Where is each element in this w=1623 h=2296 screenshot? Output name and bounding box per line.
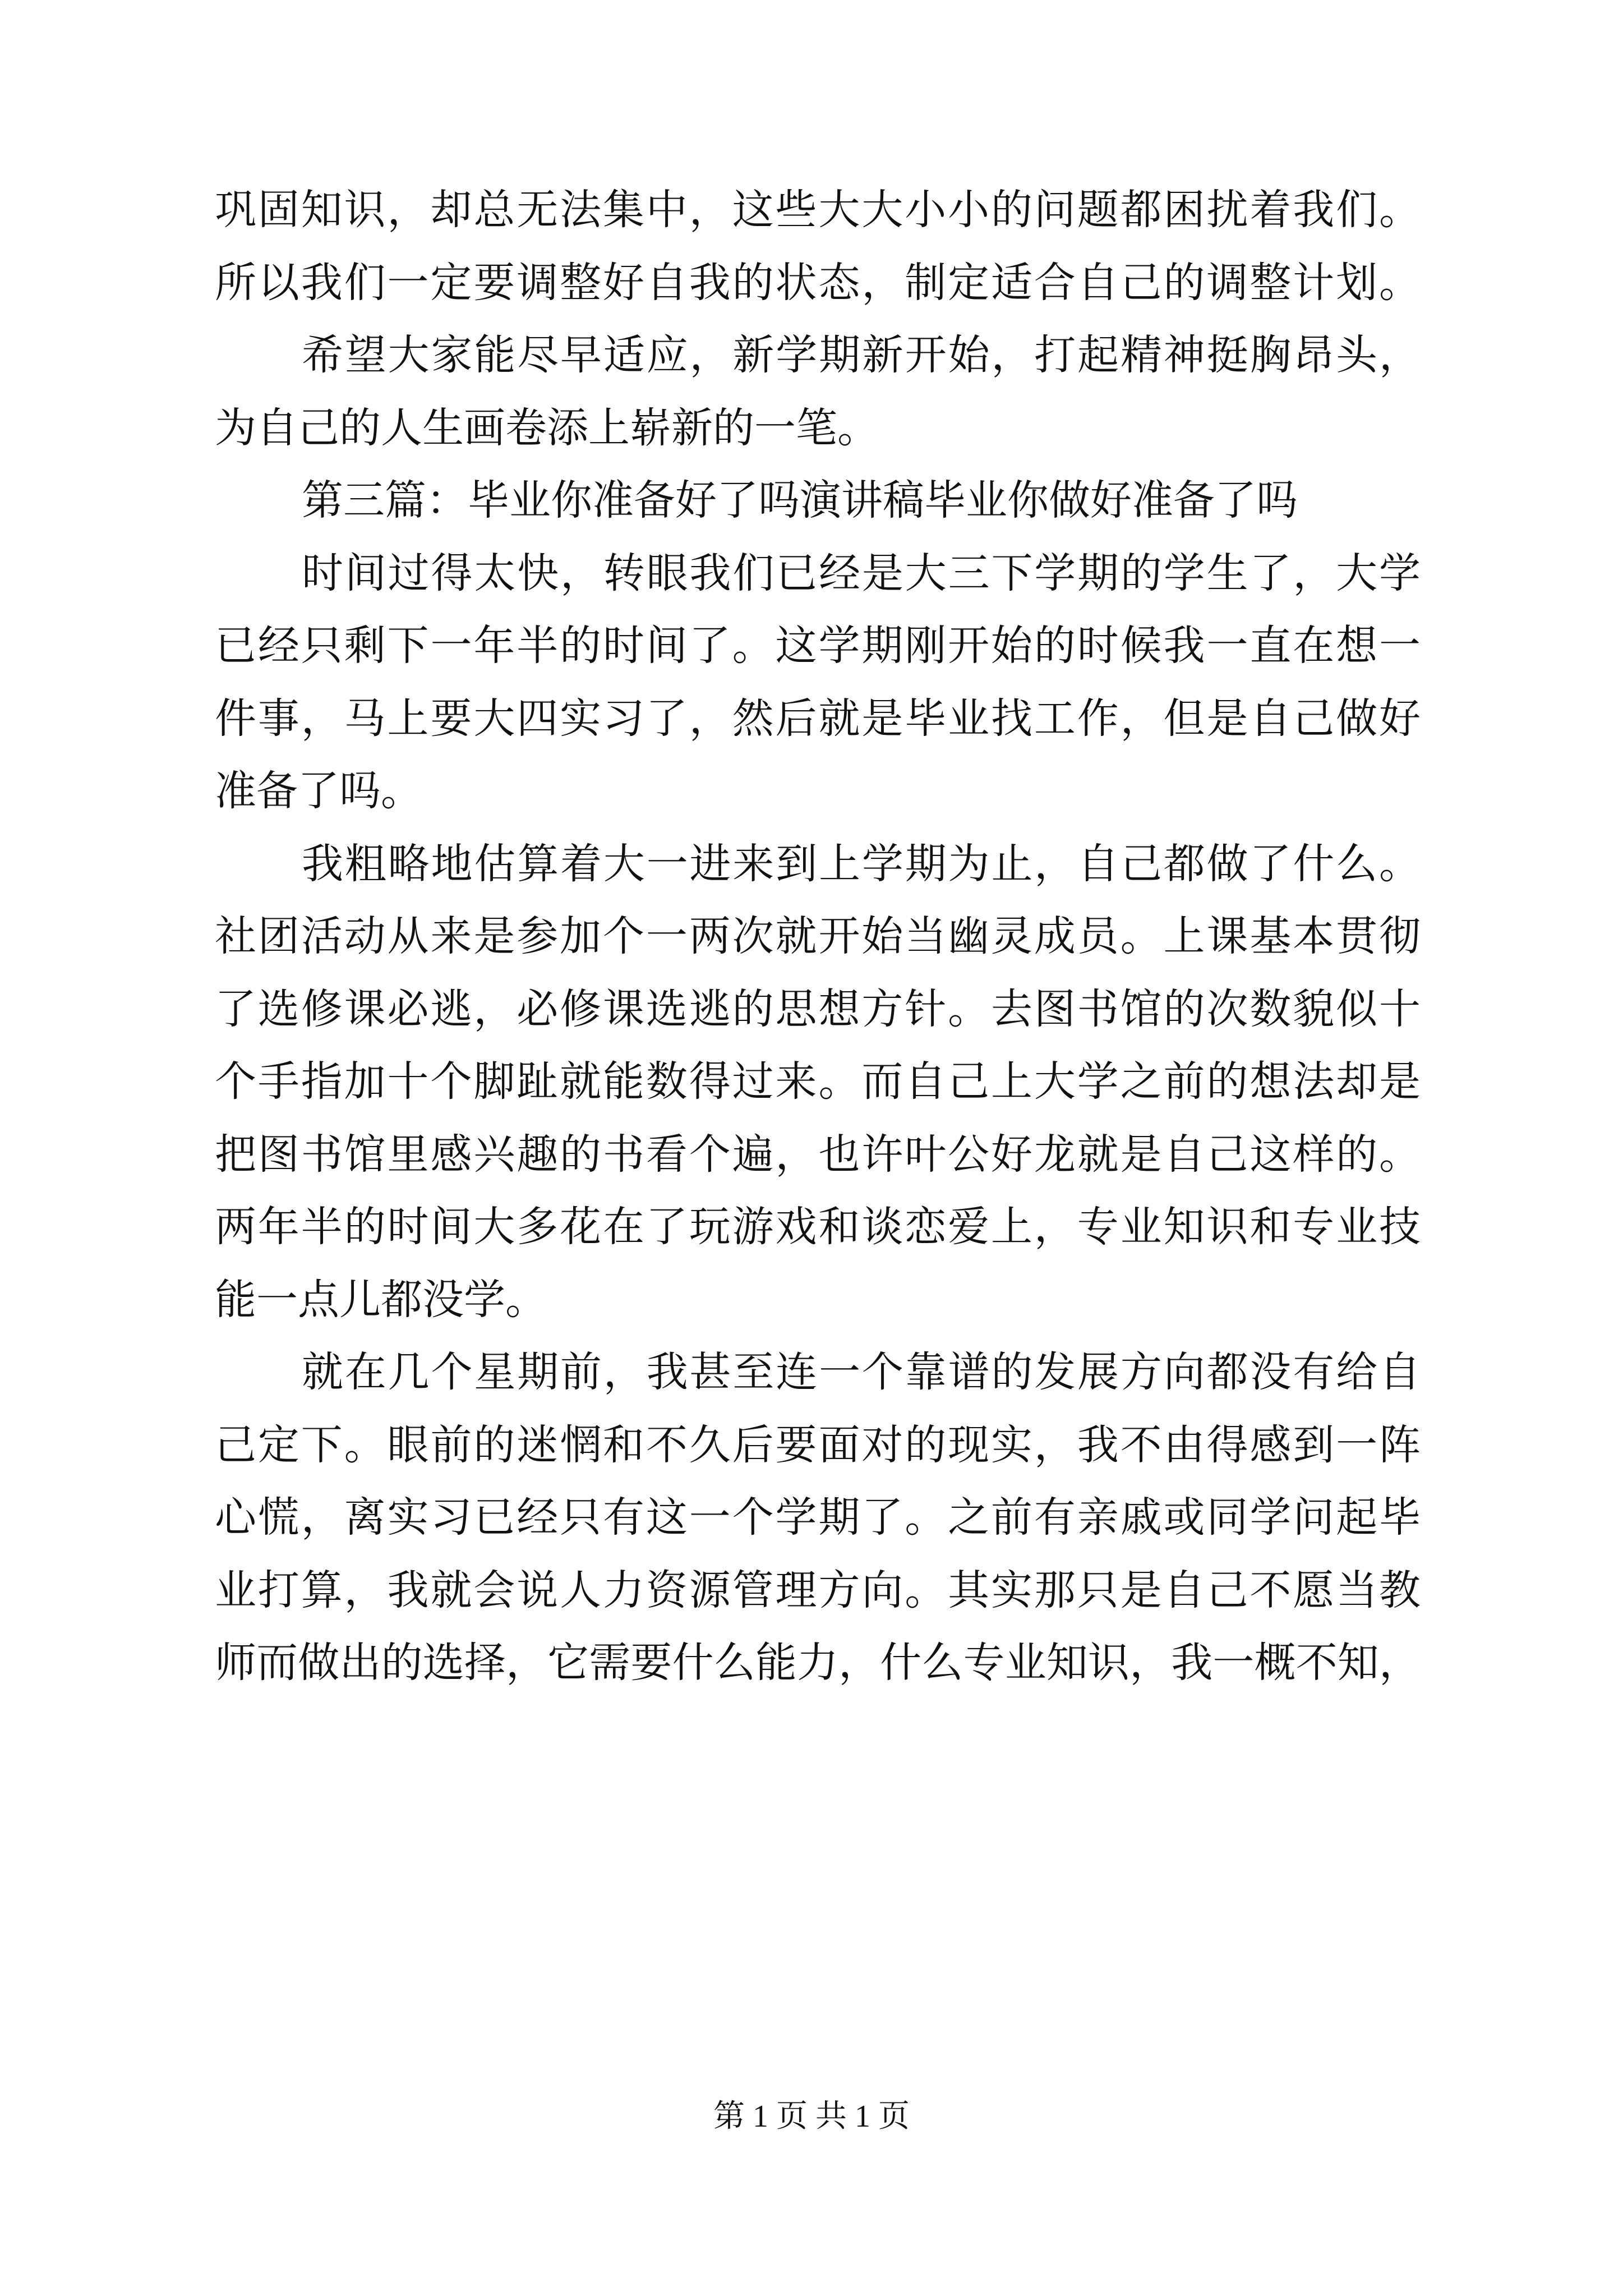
text-line: 准备了吗。 (215, 767, 422, 815)
text-line: 把图书馆里感兴趣的书看个遍，也许叶公好龙就是自己这样的。 (215, 1130, 1421, 1179)
paragraph-first-line: 我粗略地估算着大一进来到上学期为止，自己都做了什么。 (302, 839, 1421, 888)
text-line: 能一点儿都没学。 (215, 1275, 547, 1324)
text-line: 心慌，离实习已经只有这一个学期了。之前有亲戚或同学问起毕 (215, 1493, 1421, 1542)
text-line: 件事，马上要大四实习了，然后就是毕业找工作，但是自己做好 (215, 694, 1421, 743)
document-body (215, 174, 1421, 1700)
text-line: 社团活动从来是参加个一两次就开始当幽灵成员。上课基本贯彻 (215, 912, 1421, 960)
text-line: 了选修课必逃，必修课选逃的思想方针。去图书馆的次数貌似十 (215, 984, 1421, 1033)
text-line: 业打算，我就会说人力资源管理方向。其实那只是自己不愿当教 (215, 1566, 1421, 1614)
paragraph-first-line: 时间过得太快，转眼我们已经是大三下学期的学生了，大学 (302, 549, 1421, 597)
text-line: 己定下。眼前的迷惘和不久后要面对的现实，我不由得感到一阵 (215, 1420, 1421, 1469)
text-line: 师而做出的选择，它需要什么能力，什么专业知识，我一概不知， (215, 1639, 1421, 1687)
text-line: 巩固知识，却总无法集中，这些大大小小的问题都困扰着我们。 (215, 186, 1421, 234)
text-line: 已经只剩下一年半的时间了。这学期刚开始的时候我一直在想一 (215, 622, 1421, 670)
page-footer: 第 1 页 共 1 页 (713, 2099, 910, 2134)
text-line: 个手指加十个脚趾就能数得过来。而自己上大学之前的想法却是 (215, 1057, 1421, 1106)
text-line: 两年半的时间大多花在了玩游戏和谈恋爱上，专业知识和专业技 (215, 1203, 1421, 1251)
section-heading: 第三篇：毕业你准备好了吗演讲稿毕业你做好准备了吗 (302, 476, 1298, 524)
text-line: 所以我们一定要调整好自我的状态，制定适合自己的调整计划。 (215, 258, 1421, 307)
paragraph-first-line: 希望大家能尽早适应，新学期新开始，打起精神挺胸昂头， (302, 331, 1421, 379)
paragraph-first-line: 就在几个星期前，我甚至连一个靠谱的发展方向都没有给自 (302, 1348, 1421, 1396)
text-line: 为自己的人生画卷添上崭新的一笔。 (215, 403, 879, 452)
